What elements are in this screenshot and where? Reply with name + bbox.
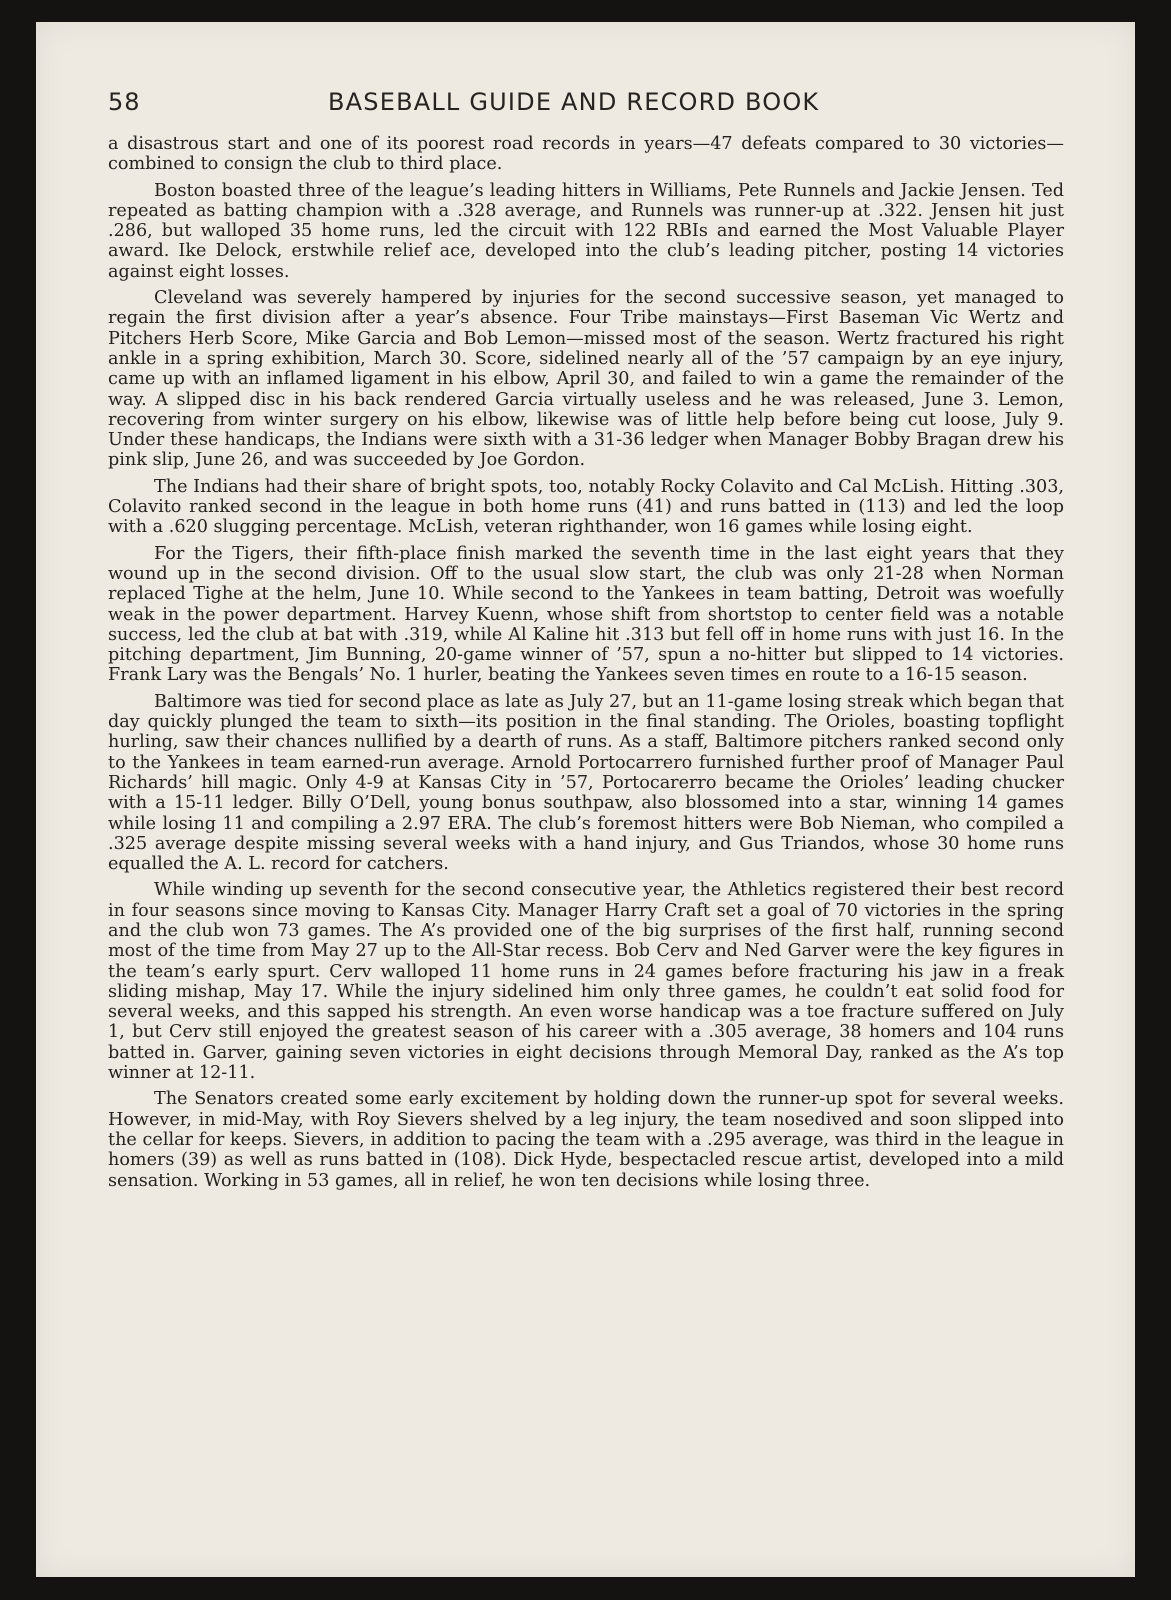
page-header (108, 88, 1058, 128)
body-text (108, 134, 1064, 1197)
running-title: BASEBALL GUIDE AND RECORD BOOK (328, 88, 820, 116)
paragraph-tigers: For the Tigers, their fifth-place finish marked the seventh time in the last eight years that they wound up in the second division. Off to the usual slow start, the club was only 21-28 when Norman replaced Tighe at the helm, June 10. While second to the Yankees in team batting, Detroit was woefully weak in the power department. Harvey Kuenn, whose shift from shortstop to center field was a notable success, led the club at bat with .319, while Al Kaline hit .313 but fell off in home runs with just 16. In the pitching department, Jim Bunning, 20-game winner of ’57, spun a no-hitter but slipped to 14 victories. Frank Lary was the Bengals’ No. 1 hurler, beating the Yankees seven times en route to a 16-15 season. (108, 543, 1064, 686)
paragraph-baltimore: Baltimore was tied for second place as late as July 27, but an 11-game losing streak which began that day quickly plunged the team to sixth—its position in the final standing. The Orioles, boasting topflight hurling, saw their chances nullified by a dearth of runs. As a staff, Baltimore pitchers ranked second only to the Yankees in team earned-run average. Arnold Portocarrero furnished further proof of Manager Paul Richards’ hill magic. Only 4-9 at Kansas City in ’57, Portocarerro became the Orioles’ leading chucker with a 15-11 ledger. Billy O’Dell, young bonus southpaw, also blossomed into a star, winning 14 games while losing 11 and compiling a 2.97 ERA. The club’s foremost hitters were Bob Nieman, who compiled a .325 average despite missing several weeks with a hand injury, and Gus Triandos, whose 30 home runs equalled the A. L. record for catchers. (108, 691, 1064, 875)
page-number: 58 (108, 88, 141, 116)
paragraph-senators: The Senators created some early excitement by holding down the runner-up spot for several weeks. However, in mid-May, with Roy Sievers shelved by a leg injury, the team nosedived and soon slipped into the cellar for keeps. Sievers, in addition to pacing the team with a .295 average, was third in the league in homers (39) as well as runs batted in (108). Dick Hyde, bespectacled rescue artist, developed into a mild sensation. Working in 53 games, all in relief, he won ten decisions while losing three. (108, 1089, 1064, 1191)
paragraph-boston: Boston boasted three of the league’s leading hitters in Williams, Pete Runnels and Jackie Jensen. Ted repeated as batting champion with a .328 average, and Runnels was runner-up at .322. Jensen hit just .286, but walloped 35 home runs, led the circuit with 122 RBIs and earned the Most Valuable Player award. Ike Delock, erstwhile relief ace, developed into the club’s leading pitcher, posting 14 victories against eight losses. (108, 180, 1064, 282)
paragraph-continued: a disastrous start and one of its poorest road records in years—47 defeats compared to 30 victories—combined to consign the club to third place. (108, 134, 1064, 175)
paragraph-cleveland: Cleveland was severely hampered by injuries for the second successive season, yet managed to regain the first division after a year’s absence. Four Tribe mainstays—First Baseman Vic Wertz and Pitchers Herb Score, Mike Garcia and Bob Lemon—missed most of the season. Wertz fractured his right ankle in a spring exhibition, March 30. Score, sidelined nearly all of the ’57 campaign by an eye injury, came up with an inflamed ligament in his elbow, April 30, and failed to win a game the remainder of the way. A slipped disc in his back rendered Garcia virtually useless and he was released, June 3. Lemon, recovering from winter surgery on his elbow, likewise was of little help before being cut loose, July 9. Under these handicaps, the Indians were sixth with a 31-36 ledger when Manager Bobby Bragan drew his pink slip, June 26, and was succeeded by Joe Gordon. (108, 288, 1064, 471)
book-page (36, 22, 1135, 1577)
paragraph-athletics: While winding up seventh for the second consecutive year, the Athletics registered their best record in four seasons since moving to Kansas City. Manager Harry Craft set a goal of 70 victories in the spring and the club won 73 games. The A’s provided one of the big surprises of the first half, running second most of the time from May 27 up to the All-Star recess. Bob Cerv and Ned Garver were the key figures in the team’s early spurt. Cerv walloped 11 home runs in 24 games before fracturing his jaw in a freak sliding mishap, May 17. While the injury sidelined him only three games, he couldn’t eat solid food for several weeks, and this sapped his strength. An even worse handicap was a toe fracture suffered on July 1, but Cerv still enjoyed the greatest season of his career with a .305 average, 38 homers and 104 runs batted in. Garver, gaining seven victories in eight decisions through Memoral Day, ranked as the A’s top winner at 12-11. (108, 880, 1064, 1084)
paragraph-indians-bright-spots: The Indians had their share of bright spots, too, notably Rocky Colavito and Cal McLish. Hitting .303, Colavito ranked second in the league in both home runs (41) and runs batted in (113) and led the loop with a .620 slugging percentage. McLish, veteran righthander, won 16 games while losing eight. (108, 476, 1064, 538)
